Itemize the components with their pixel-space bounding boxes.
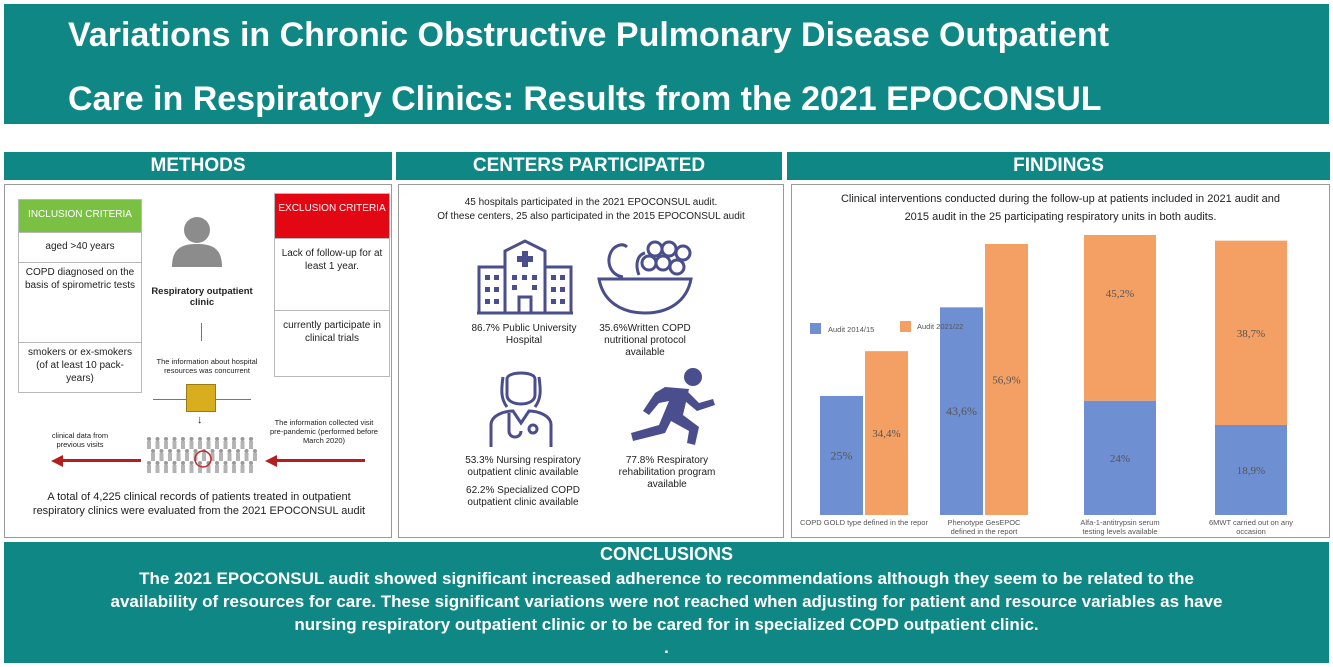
- exclusion-item: currently participate in clinical trials: [275, 310, 389, 376]
- left-arrow-icon: [265, 455, 277, 467]
- stat-rehab: 77.8% Respiratory rehabilitation program available: [618, 455, 716, 490]
- person-icon: [169, 215, 225, 269]
- crowd-person: [147, 461, 151, 473]
- exclusion-item: Lack of follow-up for at least 1 year.: [275, 238, 389, 310]
- crowd-person: [228, 449, 232, 461]
- crowd-person: [181, 461, 185, 473]
- fruit-bowl-icon: [595, 235, 695, 317]
- crowd-person: [219, 449, 223, 461]
- methods-heading: METHODS: [4, 152, 392, 180]
- data-label: 25%: [830, 448, 853, 463]
- data-label: 34,4%: [872, 428, 901, 441]
- info-concurrent-text: The information about hospital resources was concurrent: [156, 357, 258, 375]
- crowd-person: [198, 437, 202, 449]
- inclusion-item: smokers or ex-smokers (of at least 10 pack-years): [19, 342, 141, 392]
- bar: [1084, 235, 1156, 401]
- clinic-label: Respiratory outpatient clinic: [151, 286, 253, 308]
- methods-panel: [4, 184, 392, 538]
- resources-box: [186, 384, 216, 412]
- data-label: 24%: [1109, 452, 1131, 465]
- legend-swatch: [810, 323, 821, 334]
- methods-summary: A total of 4,225 clinical records of patients treated in outpatient respiratory clinics were evaluated from the 2021 EPOCONSUL audit: [32, 491, 366, 517]
- crowd-person: [245, 449, 249, 461]
- crowd-icon: [145, 433, 261, 477]
- crowd-person: [156, 461, 160, 473]
- crowd-person: [156, 437, 160, 449]
- crowd-person: [168, 449, 172, 461]
- inclusion-item: COPD diagnosed on the basis of spirometric tests: [19, 262, 141, 342]
- crowd-person: [207, 437, 211, 449]
- down-arrow-icon: ↓: [197, 414, 203, 426]
- left-arrow-icon: [51, 455, 63, 467]
- exclusion-criteria-header: EXCLUSION CRITERIA: [275, 194, 389, 238]
- category-label: 6MWT carried out on any: [1208, 518, 1294, 527]
- legend-label: Audit 2021/22: [917, 322, 964, 331]
- crowd-person: [147, 437, 151, 449]
- findings-caption-1: Clinical interventions conducted during the follow-up at patients included in 2021 audit and: [840, 193, 1281, 205]
- centers-intro-2: Of these centers, 25 also participated in the 2015 EPOCONSUL audit: [437, 211, 745, 222]
- crowd-person: [241, 461, 245, 473]
- legend-label: Audit 2014/15: [828, 325, 875, 334]
- data-label: 43,6%: [946, 404, 977, 419]
- stat-specialized: 62.2% Specialized COPD outpatient clinic available: [466, 485, 580, 508]
- title-line-1: Variations in Chronic Obstructive Pulmonary Disease Outpatient: [68, 16, 1110, 54]
- conclusions-banner: [4, 542, 1329, 663]
- crowd-person: [190, 437, 194, 449]
- crowd-person: [173, 461, 177, 473]
- category-label: testing levels available: [1082, 527, 1158, 536]
- category-label: Alfa-1-antitrypsin serum: [1080, 518, 1160, 527]
- data-label: 56,9%: [992, 374, 1021, 387]
- bar-chart: [792, 235, 1329, 537]
- crowd-person: [224, 437, 228, 449]
- nurse-icon: [487, 369, 555, 449]
- inclusion-criteria-table: [18, 199, 142, 393]
- left-arrow-shaft: [61, 459, 141, 462]
- crowd-person: [160, 449, 164, 461]
- crowd-person: [215, 437, 219, 449]
- crowd-person: [164, 437, 168, 449]
- crowd-person: [185, 449, 189, 461]
- conclusions-heading: CONCLUSIONS: [599, 544, 733, 564]
- data-label: 45,2%: [1105, 288, 1135, 301]
- stat-hospital: 86.7% Public University Hospital: [471, 323, 577, 346]
- crowd-person: [249, 437, 253, 449]
- crowd-person: [236, 449, 240, 461]
- exclusion-criteria-table: [274, 193, 390, 377]
- data-label: 38,7%: [1236, 327, 1266, 340]
- crowd-person: [164, 461, 168, 473]
- findings-caption-2: 2015 audit in the 25 participating respiratory units in both audits.: [904, 211, 1217, 223]
- centers-heading: CENTERS PARTICIPATED: [396, 152, 782, 180]
- conclusions-line-3: nursing respiratory outpatient clinic or to be cared for in specialized COPD outpatient clinic.: [294, 615, 1039, 634]
- findings-panel: [791, 184, 1330, 538]
- crowd-person: [224, 461, 228, 473]
- clinical-data-text: clinical data from previous visits: [51, 431, 109, 449]
- crowd-person: [232, 437, 236, 449]
- inclusion-item: aged >40 years: [19, 232, 141, 262]
- crowd-person: [249, 461, 253, 473]
- category-label: Phenotype GesEPOC: [947, 518, 1021, 527]
- stat-nutrition: 35.6%Written COPD nutritional protocol available: [599, 323, 691, 358]
- stat-nursing: 53.3% Nursing respiratory outpatient clinic available: [465, 455, 581, 478]
- crowd-person: [173, 437, 177, 449]
- category-label: COPD GOLD type defined in the repor: [800, 518, 928, 527]
- conclusions-dot: .: [664, 638, 669, 657]
- conclusions-line-1: The 2021 EPOCONSUL audit showed significant increased adherence to recommendations although they seem to be related to the: [139, 569, 1194, 588]
- hospital-icon: [475, 237, 575, 315]
- centers-panel: [398, 184, 784, 538]
- crowd-person: [190, 461, 194, 473]
- title-banner: [4, 4, 1329, 124]
- category-label: occasion: [1236, 527, 1266, 536]
- info-collected-text: The information collected visit pre-pandemic (performed before March 2020): [270, 418, 378, 445]
- crowd-person: [177, 449, 181, 461]
- crowd-person: [181, 437, 185, 449]
- category-label: defined in the report: [950, 527, 1018, 536]
- conclusions-line-2: availability of resources for care. These significant variations were not reached when adjusting for patient and resource variables as have: [110, 592, 1223, 611]
- connector-line: [201, 323, 202, 341]
- crowd-person: [215, 461, 219, 473]
- crowd-person: [241, 437, 245, 449]
- crowd-person: [232, 461, 236, 473]
- legend-swatch: [900, 321, 911, 332]
- centers-intro-1: 45 hospitals participated in the 2021 EPOCONSUL audit.: [464, 197, 718, 208]
- data-label: 18,9%: [1236, 464, 1266, 477]
- inclusion-criteria-header: INCLUSION CRITERIA: [19, 200, 141, 232]
- crowd-person: [253, 449, 257, 461]
- title-line-2: Care in Respiratory Clinics: Results from the 2021 EPOCONSUL: [68, 80, 1102, 118]
- right-arrow-shaft: [275, 459, 365, 462]
- runner-icon: [625, 367, 719, 449]
- crowd-person: [151, 449, 155, 461]
- findings-heading: FINDINGS: [787, 152, 1330, 180]
